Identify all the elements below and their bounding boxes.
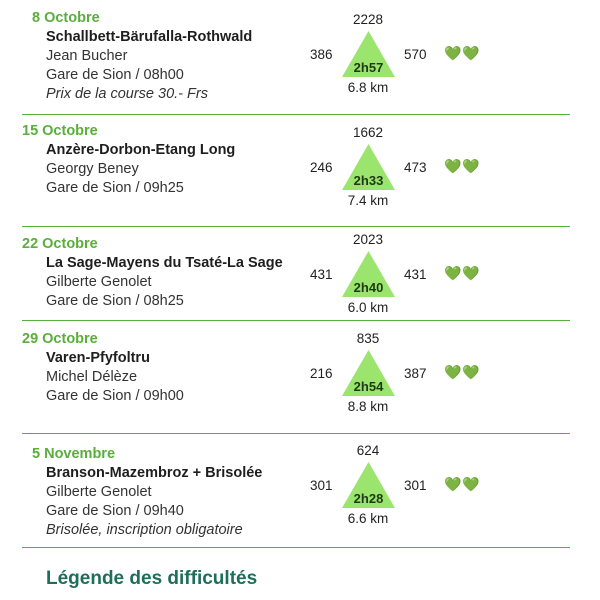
hike-meeting: Gare de Sion / 08h00 — [46, 67, 184, 83]
ascent: 216 — [310, 366, 333, 381]
descent: 431 — [404, 267, 427, 282]
descent: 301 — [404, 478, 427, 493]
hike-meeting: Gare de Sion / 08h25 — [46, 293, 184, 309]
hike-stats — [308, 331, 428, 431]
difficulty-hearts-icon: 💚💚 — [444, 45, 481, 61]
altitude-max: 2228 — [352, 12, 384, 27]
hike-date: 8 Octobre — [32, 10, 100, 26]
altitude-max: 1662 — [352, 125, 384, 140]
hike-stats — [308, 125, 428, 225]
hike-note: Prix de la course 30.- Frs — [46, 86, 208, 102]
hike-route: Varen-Pfyfoltru — [46, 350, 150, 366]
hike-meeting: Gare de Sion / 09h25 — [46, 180, 184, 196]
hike-leader: Jean Bucher — [46, 48, 128, 64]
divider — [22, 433, 570, 434]
hike-date: 5 Novembre — [32, 446, 116, 462]
divider — [22, 320, 570, 321]
altitude-max: 2023 — [352, 232, 384, 247]
difficulty-hearts-icon: 💚💚 — [444, 265, 481, 281]
descent: 473 — [404, 160, 427, 175]
hike-leader: Gilberte Genolet — [46, 484, 152, 500]
duration: 2h40 — [353, 280, 384, 295]
hike-route: Anzère-Dorbon-Etang Long — [46, 142, 236, 158]
divider — [22, 547, 570, 548]
ascent: 431 — [310, 267, 333, 282]
duration: 2h54 — [353, 379, 384, 394]
hike-leader: Michel Délèze — [46, 369, 138, 385]
hike-leader: Georgy Beney — [46, 161, 139, 177]
ascent: 246 — [310, 160, 333, 175]
hike-date: 15 Octobre — [22, 123, 98, 139]
hike-stats — [308, 232, 428, 332]
altitude-max: 835 — [356, 331, 380, 346]
altitude-max: 624 — [356, 443, 380, 458]
hike-route: Schallbett-Bärufalla-Rothwald — [46, 29, 253, 45]
difficulty-hearts-icon: 💚💚 — [444, 476, 481, 492]
legend-title: Légende des difficultés — [46, 568, 258, 589]
divider — [22, 226, 570, 227]
ascent: 386 — [310, 47, 333, 62]
distance: 6.0 km — [347, 300, 389, 315]
distance: 6.6 km — [347, 511, 389, 526]
hike-meeting: Gare de Sion / 09h40 — [46, 503, 184, 519]
duration: 2h33 — [353, 173, 384, 188]
hike-leader: Gilberte Genolet — [46, 274, 152, 290]
hike-note: Brisolée, inscription obligatoire — [46, 522, 243, 538]
hike-route: La Sage-Mayens du Tsaté-La Sage — [46, 255, 283, 271]
divider — [22, 114, 570, 115]
distance: 7.4 km — [347, 193, 389, 208]
hike-date: 22 Octobre — [22, 236, 98, 252]
duration: 2h28 — [353, 491, 384, 506]
hike-stats — [308, 443, 428, 543]
distance: 6.8 km — [347, 80, 389, 95]
hike-route: Branson-Mazembroz + Brisolée — [46, 465, 263, 481]
duration: 2h57 — [353, 60, 384, 75]
hike-date: 29 Octobre — [22, 331, 98, 347]
distance: 8.8 km — [347, 399, 389, 414]
hike-stats — [308, 12, 428, 112]
difficulty-hearts-icon: 💚💚 — [444, 364, 481, 380]
ascent: 301 — [310, 478, 333, 493]
difficulty-hearts-icon: 💚💚 — [444, 158, 481, 174]
descent: 570 — [404, 47, 427, 62]
descent: 387 — [404, 366, 427, 381]
hike-meeting: Gare de Sion / 09h00 — [46, 388, 184, 404]
